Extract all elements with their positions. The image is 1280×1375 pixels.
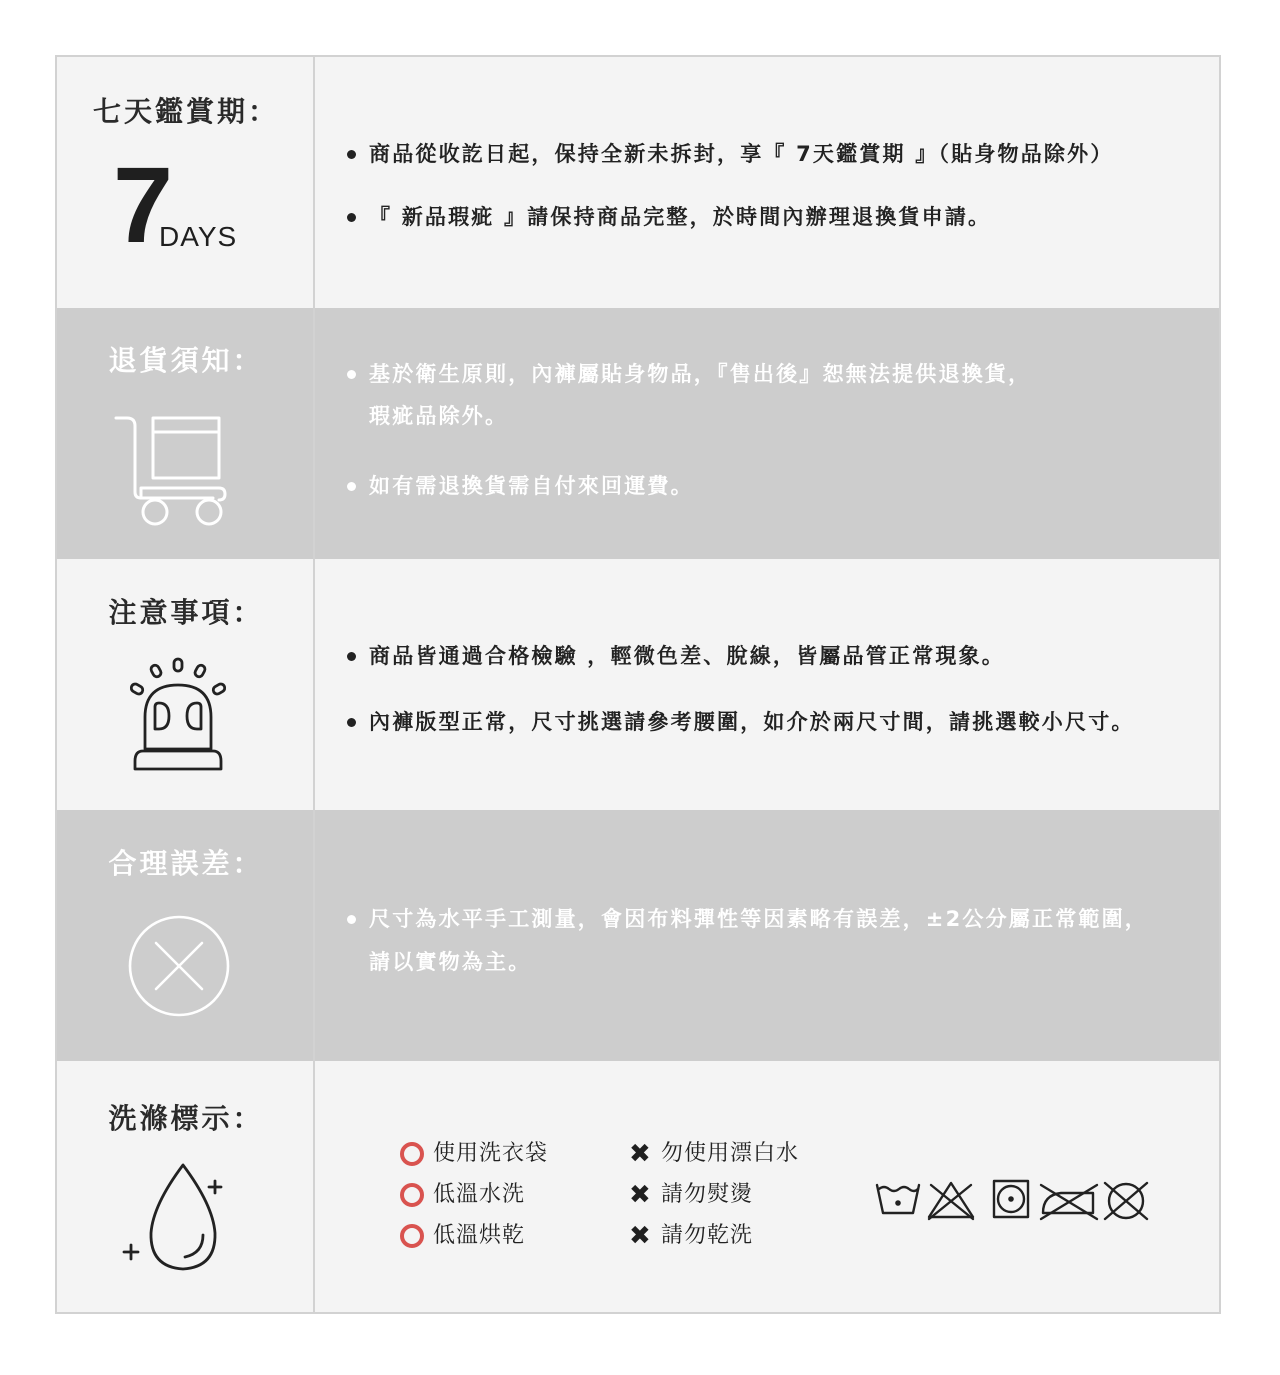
wash-30-icon: [877, 1185, 919, 1213]
bullet-item: 基於衛生原則，內褲屬貼身物品，『售出後』恕無法提供退換貨，: [347, 353, 1031, 395]
x-circle-icon: [127, 914, 231, 1018]
info-table: [55, 55, 1221, 1314]
row-body: [315, 308, 1219, 559]
heading-notes: 注意事項：: [108, 596, 264, 629]
care-allowed-item: [399, 1174, 548, 1215]
row-body: [315, 57, 1219, 308]
bullet-item: 內褲版型正常，尺寸挑選請參考腰圍，如介於兩尺寸間，請挑選較小尺寸。: [347, 701, 1135, 743]
check-circle-icon: [399, 1174, 427, 1215]
row-notes: [57, 559, 1219, 810]
heading-return: 退貨須知：: [108, 344, 264, 377]
bullet-continuation: [347, 395, 508, 437]
bullet-text: 瑕疵品除外。: [369, 404, 509, 428]
care-forbidden-list: [627, 1133, 799, 1256]
no-bleach-icon: [929, 1183, 973, 1219]
bullet-item: 尺寸為水平手工測量，會因布料彈性等因素略有誤差，±2公分屬正常範圍，: [347, 898, 1148, 940]
row-body: [315, 1061, 1219, 1312]
row-header: [57, 810, 315, 1061]
row-header: [57, 57, 315, 308]
check-circle-icon: [399, 1215, 427, 1256]
no-dry-clean-icon: [1105, 1183, 1147, 1219]
care-text: 勿使用漂白水: [661, 1141, 800, 1166]
no-iron-icon: [1041, 1185, 1097, 1219]
cross-icon: ✖: [629, 1221, 652, 1251]
care-allowed-item: [399, 1215, 548, 1256]
row-care-label: [57, 1061, 1219, 1312]
care-allowed-item: [399, 1133, 548, 1174]
row-body: [315, 559, 1219, 810]
care-text: 請勿乾洗: [661, 1223, 754, 1248]
row-header: [57, 1061, 315, 1312]
care-text: 低溫水洗: [433, 1182, 526, 1207]
row-return-policy: [57, 308, 1219, 559]
care-forbidden-item: [627, 1133, 799, 1174]
care-allowed-list: [399, 1133, 548, 1256]
care-text: 使用洗衣袋: [433, 1141, 549, 1166]
cross-icon: ✖: [629, 1180, 652, 1210]
care-text: 低溫烘乾: [433, 1223, 526, 1248]
row-header: [57, 559, 315, 810]
check-circle-icon: [399, 1133, 427, 1174]
heading-care: 洗滌標示：: [108, 1102, 264, 1135]
care-text: 請勿熨燙: [661, 1182, 754, 1207]
row-header: [57, 308, 315, 559]
bullet-item: 商品從收訖日起，保持全新未拆封，享『 7天鑑賞期 』（貼身物品除外）: [347, 133, 1114, 175]
bullet-item: 商品皆通過合格檢驗 ，輕微色差、脫線，皆屬品管正常現象。: [347, 635, 1005, 677]
heading-seven-day: 七天鑑賞期：: [92, 95, 279, 128]
bullet-item: 如有需退換貨需自付來回運費。: [347, 465, 694, 507]
alarm-light-icon: [127, 657, 229, 777]
care-forbidden-item: [627, 1174, 799, 1215]
row-tolerance: [57, 810, 1219, 1061]
cart-icon: [113, 412, 229, 528]
days-label: DAYS: [159, 221, 238, 252]
care-symbols: [875, 1179, 1155, 1223]
cross-icon: ✖: [629, 1139, 652, 1169]
bullet-text: 請以實物為主。: [369, 950, 532, 974]
care-forbidden-item: [627, 1215, 799, 1256]
seven-number: 7: [113, 144, 170, 265]
row-body: [315, 810, 1219, 1061]
tumble-dry-low-icon: [994, 1181, 1028, 1217]
row-seven-day-trial: [57, 57, 1219, 308]
bullet-item: 『 新品瑕疵 』請保持商品完整，於時間內辦理退換貨申請。: [347, 196, 991, 238]
water-drop-icon: [119, 1161, 229, 1273]
bullet-continuation: [347, 941, 531, 983]
heading-tolerance: 合理誤差：: [108, 847, 264, 880]
